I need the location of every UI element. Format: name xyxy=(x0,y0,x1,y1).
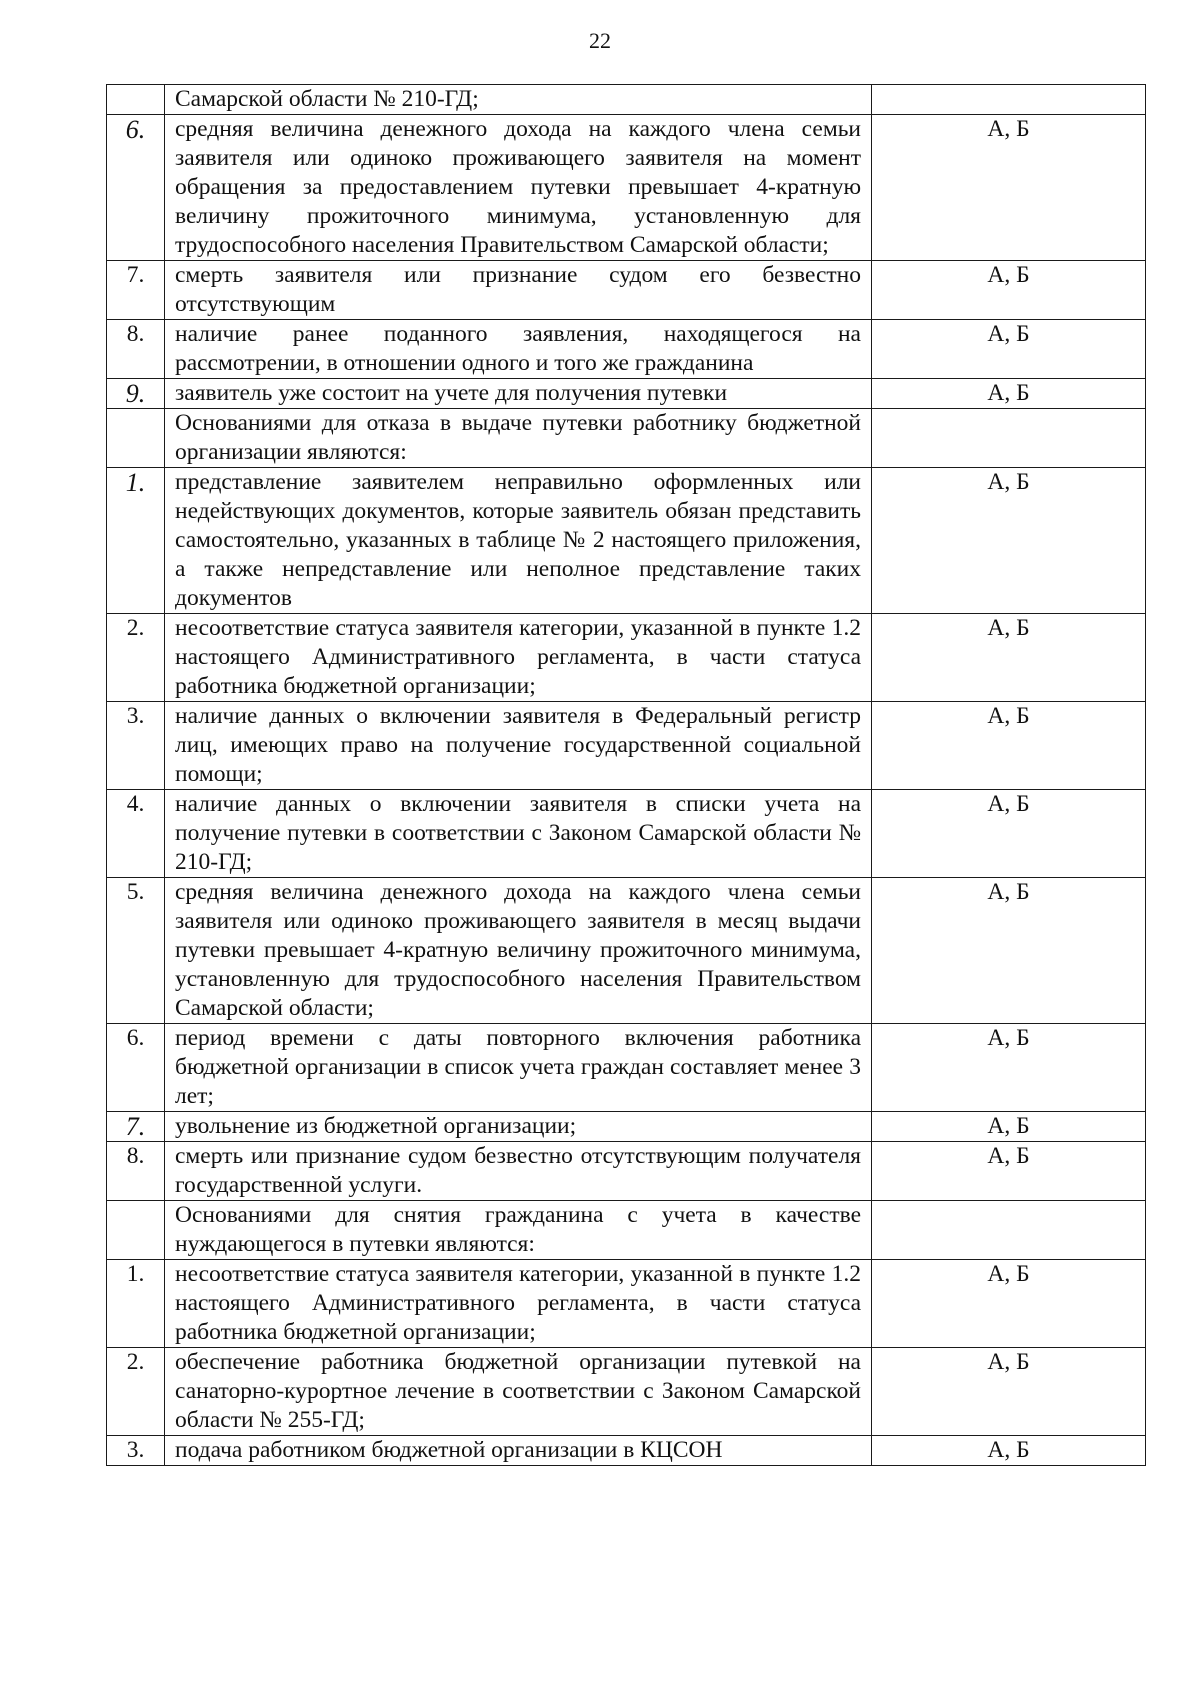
row-number xyxy=(107,1201,165,1260)
row-text: средняя величина денежного дохода на каждого члена семьи заявителя или одиноко проживающего заявителя в месяц выдачи путевки превышает 4-кратную величину прожиточного минимума, установленную для трудоспособного населения Правительством Самарской области; xyxy=(165,878,872,1024)
page-number: 22 xyxy=(589,28,611,53)
table-row xyxy=(107,1348,1146,1436)
row-code: А, Б xyxy=(872,790,1146,878)
row-code: А, Б xyxy=(872,878,1146,1024)
row-text: подача работником бюджетной организации в КЦСОН xyxy=(165,1436,872,1466)
row-text: средняя величина денежного дохода на каждого члена семьи заявителя или одиноко проживающего заявителя на момент обращения за предоставлением путевки превышает 4-кратную величину прожиточного минимума, установленную для трудоспособного населения Правительством Самарской области; xyxy=(165,115,872,261)
grounds-table xyxy=(106,84,1146,1466)
row-code: А, Б xyxy=(872,1024,1146,1112)
table-row xyxy=(107,1260,1146,1348)
row-code: А, Б xyxy=(872,1112,1146,1142)
row-number: 2. xyxy=(107,614,165,702)
row-code: А, Б xyxy=(872,614,1146,702)
row-number: 8. xyxy=(107,320,165,379)
row-code xyxy=(872,409,1146,468)
row-text: смерть заявителя или признание судом его безвестно отсутствующим xyxy=(165,261,872,320)
table-row xyxy=(107,1112,1146,1142)
row-text: представление заявителем неправильно оформленных или недействующих документов, которые заявитель обязан представить самостоятельно, указанных в таблице № 2 настоящего приложения, а также непредставление или неполное представление таких документов xyxy=(165,468,872,614)
row-number: 1. xyxy=(107,1260,165,1348)
row-number: 6. xyxy=(107,1024,165,1112)
row-number: 4. xyxy=(107,790,165,878)
row-code: А, Б xyxy=(872,115,1146,261)
row-code: А, Б xyxy=(872,468,1146,614)
section-heading-text: Самарской области № 210-ГД; xyxy=(165,85,872,115)
row-text: смерть или признание судом безвестно отсутствующим получателя государственной услуги. xyxy=(165,1142,872,1201)
row-number: 6. xyxy=(107,115,165,261)
table-row xyxy=(107,261,1146,320)
table-row xyxy=(107,1024,1146,1112)
row-text: увольнение из бюджетной организации; xyxy=(165,1112,872,1142)
row-text: период времени с даты повторного включения работника бюджетной организации в список учета граждан составляет менее 3 лет; xyxy=(165,1024,872,1112)
row-number: 9. xyxy=(107,379,165,409)
row-code: А, Б xyxy=(872,702,1146,790)
row-text: наличие данных о включении заявителя в списки учета на получение путевки в соответствии с Законом Самарской области № 210-ГД; xyxy=(165,790,872,878)
row-code: А, Б xyxy=(872,320,1146,379)
row-code: А, Б xyxy=(872,1348,1146,1436)
row-text: наличие данных о включении заявителя в Федеральный регистр лиц, имеющих право на получение государственной социальной помощи; xyxy=(165,702,872,790)
grounds-table-body xyxy=(107,85,1146,1466)
table-row xyxy=(107,1436,1146,1466)
row-number: 2. xyxy=(107,1348,165,1436)
section-heading-text: Основаниями для отказа в выдаче путевки работнику бюджетной организации являются: xyxy=(165,409,872,468)
section-heading-row xyxy=(107,1201,1146,1260)
row-number: 3. xyxy=(107,1436,165,1466)
row-code xyxy=(872,1201,1146,1260)
row-number: 7. xyxy=(107,1112,165,1142)
row-text: несоответствие статуса заявителя категории, указанной в пункте 1.2 настоящего Административного регламента, в части статуса работника бюджетной организации; xyxy=(165,1260,872,1348)
table-row xyxy=(107,702,1146,790)
row-number xyxy=(107,409,165,468)
row-number: 7. xyxy=(107,261,165,320)
row-code: А, Б xyxy=(872,1436,1146,1466)
row-code: А, Б xyxy=(872,1260,1146,1348)
row-code xyxy=(872,85,1146,115)
row-text: наличие ранее поданного заявления, находящегося на рассмотрении, в отношении одного и того же гражданина xyxy=(165,320,872,379)
table-row xyxy=(107,320,1146,379)
table-row xyxy=(107,1142,1146,1201)
row-number xyxy=(107,85,165,115)
section-heading-row xyxy=(107,85,1146,115)
row-code: А, Б xyxy=(872,379,1146,409)
section-heading-text: Основаниями для снятия гражданина с учета в качестве нуждающегося в путевки являются: xyxy=(165,1201,872,1260)
table-row xyxy=(107,379,1146,409)
row-text: несоответствие статуса заявителя категории, указанной в пункте 1.2 настоящего Административного регламента, в части статуса работника бюджетной организации; xyxy=(165,614,872,702)
row-number: 3. xyxy=(107,702,165,790)
row-number: 8. xyxy=(107,1142,165,1201)
row-text: заявитель уже состоит на учете для получения путевки xyxy=(165,379,872,409)
table-row xyxy=(107,790,1146,878)
row-text: обеспечение работника бюджетной организации путевкой на санаторно-курортное лечение в соответствии с Законом Самарской области № 255-ГД; xyxy=(165,1348,872,1436)
row-code: А, Б xyxy=(872,1142,1146,1201)
table-row xyxy=(107,115,1146,261)
row-code: А, Б xyxy=(872,261,1146,320)
table-row xyxy=(107,614,1146,702)
table-row xyxy=(107,878,1146,1024)
row-number: 5. xyxy=(107,878,165,1024)
section-heading-row xyxy=(107,409,1146,468)
row-number: 1. xyxy=(107,468,165,614)
table-row xyxy=(107,468,1146,614)
